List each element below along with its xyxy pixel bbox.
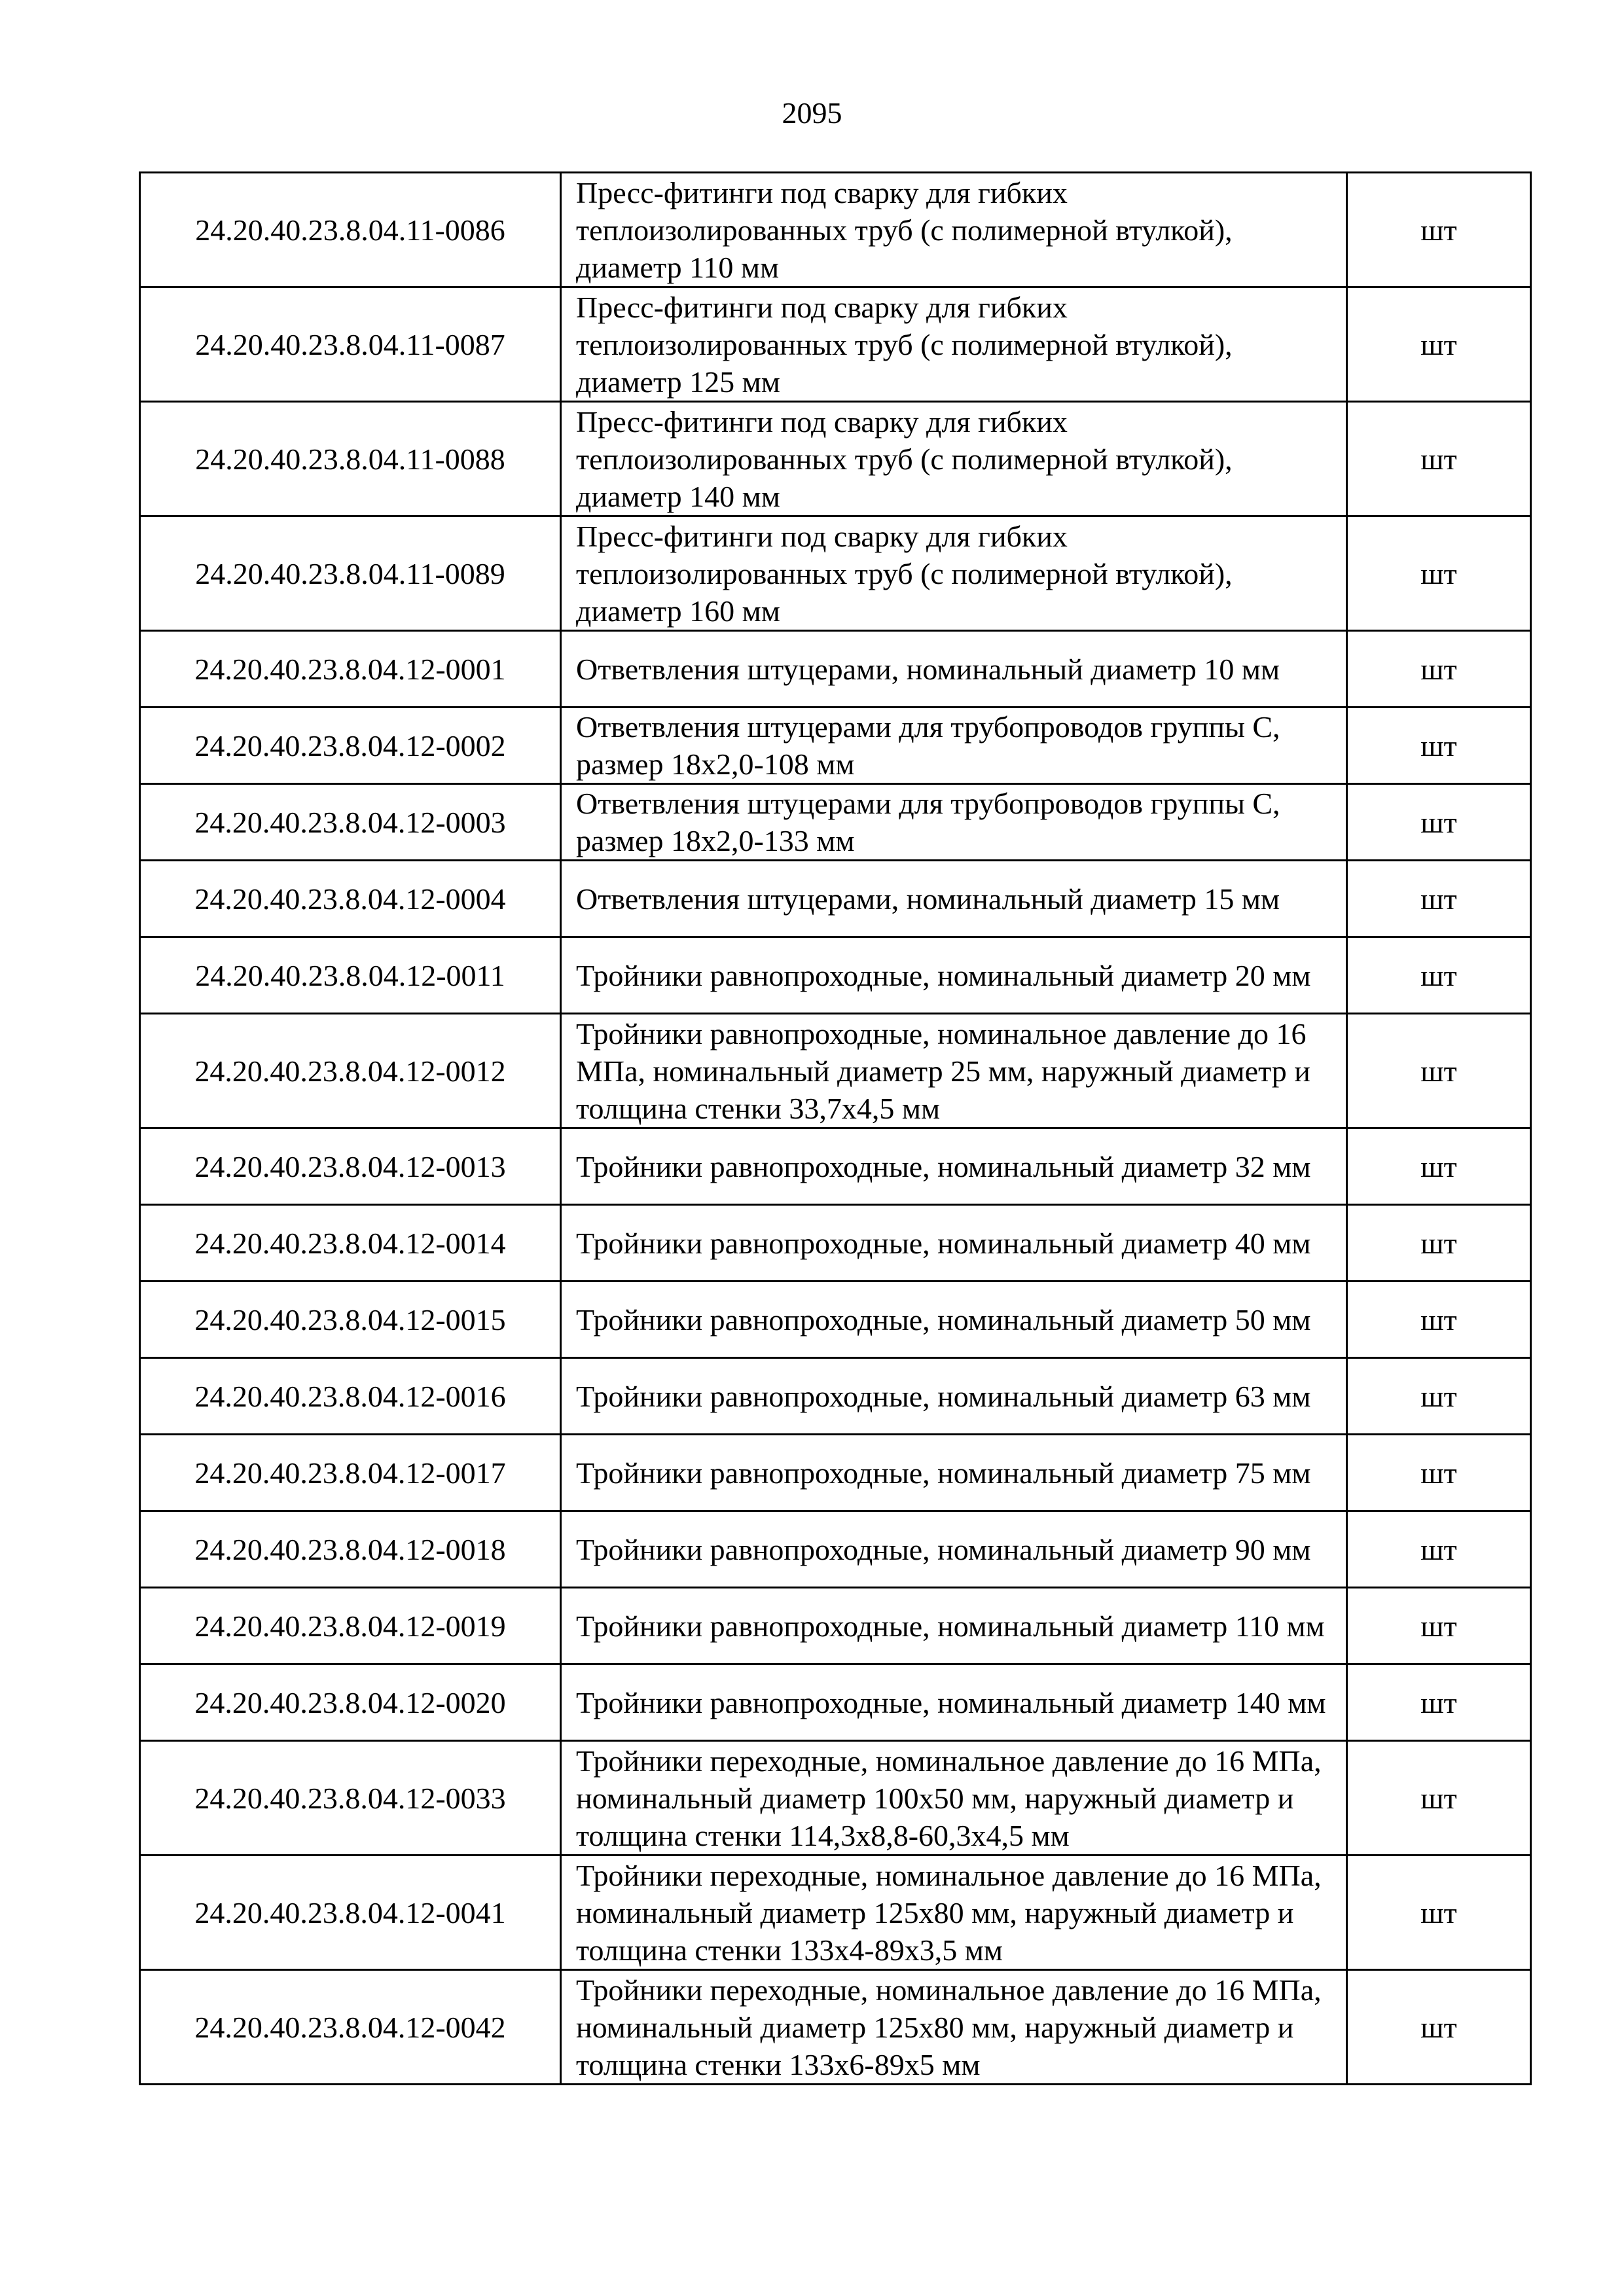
table-row	[140, 1205, 1531, 1282]
row-code: 24.20.40.23.8.04.12-0033	[140, 1741, 561, 1856]
row-code: 24.20.40.23.8.04.12-0017	[140, 1435, 561, 1511]
row-unit: шт	[1347, 1970, 1531, 2085]
row-unit: шт	[1347, 1014, 1531, 1128]
row-code: 24.20.40.23.8.04.12-0004	[140, 861, 561, 937]
page-number: 2095	[782, 96, 842, 130]
row-name: Тройники равнопроходные, номинальный диаметр 20 мм	[561, 937, 1347, 1014]
row-name: Ответвления штуцерами, номинальный диаметр 15 мм	[561, 861, 1347, 937]
row-name: Ответвления штуцерами, номинальный диаметр 10 мм	[561, 631, 1347, 708]
table-row	[140, 1014, 1531, 1128]
row-code: 24.20.40.23.8.04.11-0087	[140, 287, 561, 402]
table-row	[140, 937, 1531, 1014]
row-unit: шт	[1347, 1282, 1531, 1358]
row-code: 24.20.40.23.8.04.12-0019	[140, 1588, 561, 1664]
row-unit: шт	[1347, 1664, 1531, 1741]
table-row	[140, 1282, 1531, 1358]
row-unit: шт	[1347, 1741, 1531, 1856]
table-row	[140, 1970, 1531, 2085]
row-code: 24.20.40.23.8.04.12-0013	[140, 1128, 561, 1205]
row-code: 24.20.40.23.8.04.12-0018	[140, 1511, 561, 1588]
table-row	[140, 784, 1531, 861]
row-name: Пресс-фитинги под сварку для гибких теплоизолированных труб (с полимерной втулкой), диаметр 110 мм	[561, 173, 1347, 287]
table-row	[140, 1435, 1531, 1511]
row-unit: шт	[1347, 1588, 1531, 1664]
row-name: Тройники переходные, номинальное давление до 16 МПа, номинальный диаметр 125х80 мм, наружный диаметр и толщина стенки 133х6-89х5 мм	[561, 1970, 1347, 2085]
row-name: Тройники равнопроходные, номинальный диаметр 50 мм	[561, 1282, 1347, 1358]
table-row	[140, 1856, 1531, 1970]
row-unit: шт	[1347, 631, 1531, 708]
row-code: 24.20.40.23.8.04.12-0014	[140, 1205, 561, 1282]
row-unit: шт	[1347, 784, 1531, 861]
resource-table	[139, 171, 1532, 2085]
row-name: Ответвления штуцерами для трубопроводов группы С, размер 18х2,0-108 мм	[561, 708, 1347, 784]
row-name: Тройники равнопроходные, номинальный диаметр 32 мм	[561, 1128, 1347, 1205]
table-row	[140, 402, 1531, 516]
table-row	[140, 1664, 1531, 1741]
row-name: Тройники равнопроходные, номинальный диаметр 110 мм	[561, 1588, 1347, 1664]
row-code: 24.20.40.23.8.04.12-0041	[140, 1856, 561, 1970]
table-row	[140, 1741, 1531, 1856]
row-name: Тройники равнопроходные, номинальный диаметр 90 мм	[561, 1511, 1347, 1588]
row-unit: шт	[1347, 1205, 1531, 1282]
row-name: Тройники равнопроходные, номинальный диаметр 63 мм	[561, 1358, 1347, 1435]
row-code: 24.20.40.23.8.04.12-0002	[140, 708, 561, 784]
row-unit: шт	[1347, 516, 1531, 631]
table-row	[140, 1588, 1531, 1664]
table-row	[140, 631, 1531, 708]
row-unit: шт	[1347, 1435, 1531, 1511]
row-code: 24.20.40.23.8.04.11-0086	[140, 173, 561, 287]
table-row	[140, 287, 1531, 402]
row-code: 24.20.40.23.8.04.12-0012	[140, 1014, 561, 1128]
row-name: Тройники равнопроходные, номинальное давление до 16 МПа, номинальный диаметр 25 мм, наружный диаметр и толщина стенки 33,7х4,5 мм	[561, 1014, 1347, 1128]
row-unit: шт	[1347, 937, 1531, 1014]
row-code: 24.20.40.23.8.04.12-0020	[140, 1664, 561, 1741]
row-unit: шт	[1347, 708, 1531, 784]
row-unit: шт	[1347, 861, 1531, 937]
row-name: Пресс-фитинги под сварку для гибких теплоизолированных труб (с полимерной втулкой), диаметр 125 мм	[561, 287, 1347, 402]
row-code: 24.20.40.23.8.04.12-0003	[140, 784, 561, 861]
row-name: Тройники равнопроходные, номинальный диаметр 140 мм	[561, 1664, 1347, 1741]
table-row	[140, 173, 1531, 287]
row-name: Тройники равнопроходные, номинальный диаметр 40 мм	[561, 1205, 1347, 1282]
row-name: Тройники переходные, номинальное давление до 16 МПа, номинальный диаметр 125х80 мм, наружный диаметр и толщина стенки 133х4-89х3,5 мм	[561, 1856, 1347, 1970]
table-row	[140, 1511, 1531, 1588]
row-code: 24.20.40.23.8.04.11-0089	[140, 516, 561, 631]
row-unit: шт	[1347, 287, 1531, 402]
row-code: 24.20.40.23.8.04.12-0042	[140, 1970, 561, 2085]
table-row	[140, 708, 1531, 784]
row-unit: шт	[1347, 1128, 1531, 1205]
row-unit: шт	[1347, 1856, 1531, 1970]
row-unit: шт	[1347, 1358, 1531, 1435]
row-unit: шт	[1347, 1511, 1531, 1588]
row-unit: шт	[1347, 402, 1531, 516]
row-name: Пресс-фитинги под сварку для гибких теплоизолированных труб (с полимерной втулкой), диаметр 160 мм	[561, 516, 1347, 631]
row-unit: шт	[1347, 173, 1531, 287]
table-row	[140, 1128, 1531, 1205]
table-row	[140, 516, 1531, 631]
table-row	[140, 861, 1531, 937]
row-name: Ответвления штуцерами для трубопроводов группы С, размер 18х2,0-133 мм	[561, 784, 1347, 861]
row-name: Пресс-фитинги под сварку для гибких теплоизолированных труб (с полимерной втулкой), диаметр 140 мм	[561, 402, 1347, 516]
table-row	[140, 1358, 1531, 1435]
row-code: 24.20.40.23.8.04.12-0001	[140, 631, 561, 708]
row-code: 24.20.40.23.8.04.12-0015	[140, 1282, 561, 1358]
row-code: 24.20.40.23.8.04.11-0088	[140, 402, 561, 516]
row-code: 24.20.40.23.8.04.12-0011	[140, 937, 561, 1014]
row-name: Тройники переходные, номинальное давление до 16 МПа, номинальный диаметр 100х50 мм, наружный диаметр и толщина стенки 114,3х8,8-60,3х4,5 мм	[561, 1741, 1347, 1856]
row-name: Тройники равнопроходные, номинальный диаметр 75 мм	[561, 1435, 1347, 1511]
row-code: 24.20.40.23.8.04.12-0016	[140, 1358, 561, 1435]
